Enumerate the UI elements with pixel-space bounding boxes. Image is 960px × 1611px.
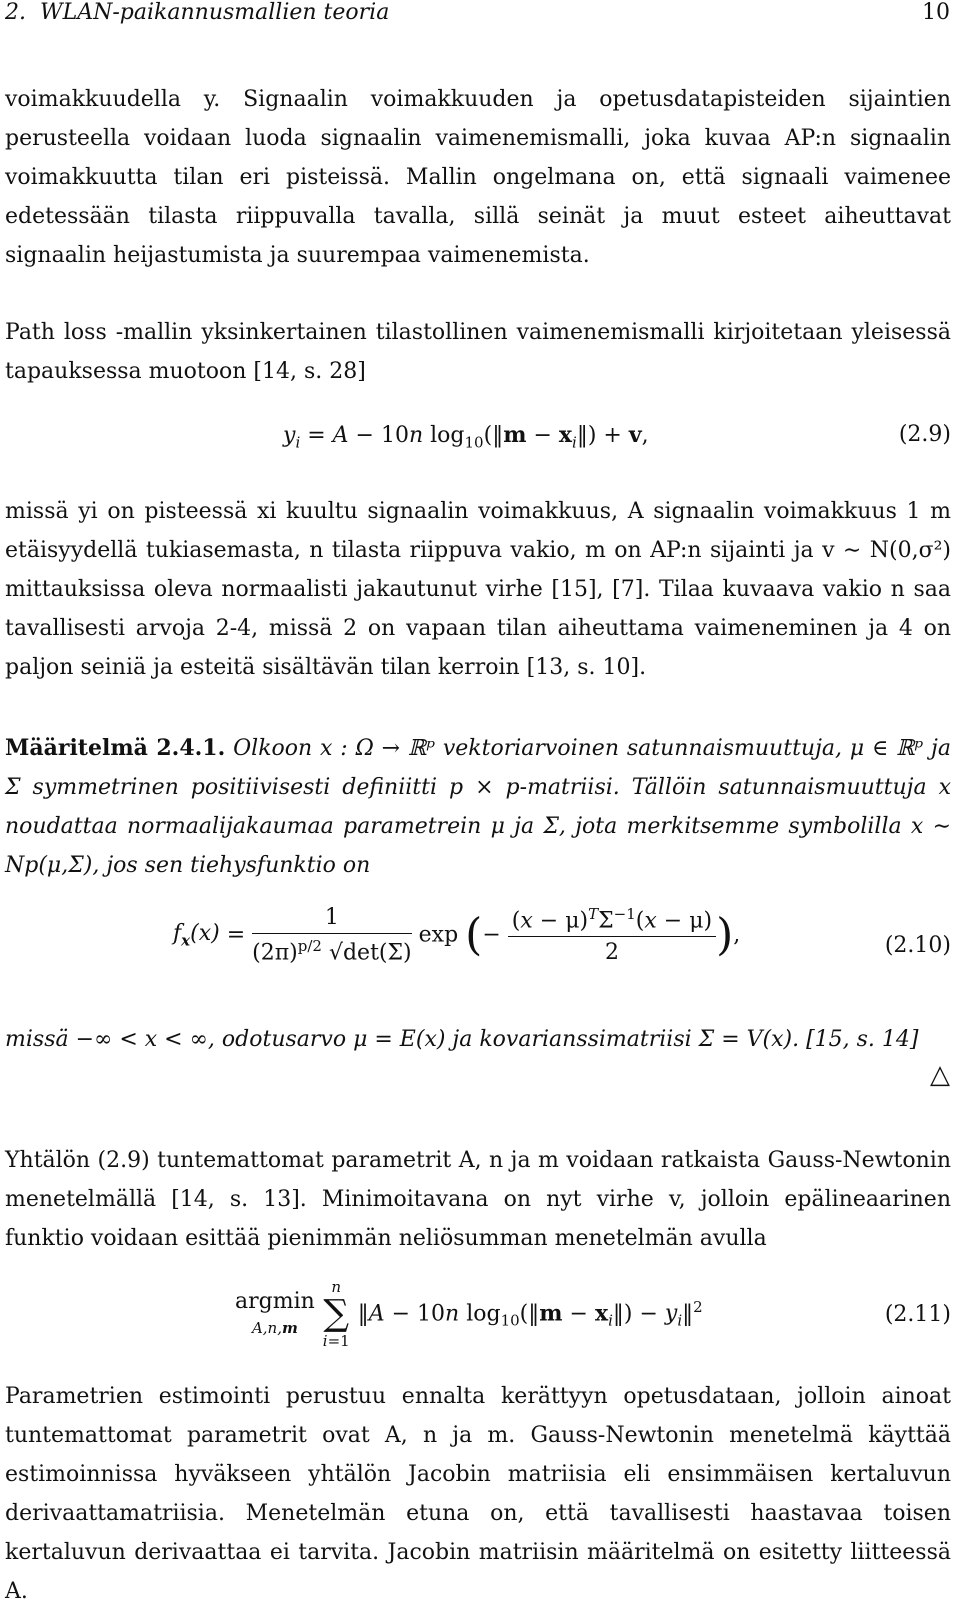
paragraph-4: Yhtälön (2.9) tuntemattomat parametrit A, n ja m voidaan ratkaista Gauss-Newtonin menetelmällä [14, s. 13]. Minimoitavana on nyt virhe v, jolloin epälineaarinen funktio voidaan esittää pienimmän neliösumman menetelmän avulla bbox=[5, 1148, 951, 1251]
definition-block bbox=[5, 729, 951, 885]
page-number: 10 bbox=[922, 0, 950, 25]
equation-number: (2.11) bbox=[884, 1302, 951, 1327]
equation-2-9 bbox=[5, 422, 951, 462]
definition-text: Olkoon x : Ω → ℝᵖ vektoriarvoinen satunnaismuuttuja, μ ∈ ℝᵖ ja Σ symmetrinen positiivisesti definiitti p × p-matriisi. Tällöin satunnaismuuttuja x noudattaa normaalijakaumaa parametrein μ ja Σ, jota merkitsemme symbolilla x ∼ Np(μ,Σ), jos sen tiehysfunktio on bbox=[5, 736, 951, 878]
paragraph-1: voimakkuudella y. Signaalin voimakkuuden ja opetusdatapisteiden sijaintien perusteella voidaan luoda signaalin vaimenemismalli, joka kuvaa AP:n signaalin voimakkuutta tilan eri pisteissä. Mallin ongelmana on, että signaali vaimenee edetessään tilasta riippuvalla tavalla, sillä seinät ja muut esteet aiheuttavat signaalin heijastumista ja suurempaa vaimenemista. bbox=[5, 87, 951, 268]
equation-2-9-body: $y_i = A - 10n$ $\log_{10}(‖m$ − $x_i‖) + v$, bbox=[283, 422, 649, 452]
paragraph-5: Parametrien estimointi perustuu ennalta kerättyyn opetusdataan, jolloin ainoat tuntemattomat parametrit ovat A, n ja m. Gauss-Newtonin menetelmä käyttää estimoinnissa hyväkseen yhtälön Jacobin matriisia eli ensimmäisen kertaluvun derivaattamatriisia. Menetelmän etuna on, että tavallisesti haastavaa toisen kertaluvun derivaattaa ei tarvita. Jacobin matriisin määritelmä on esitetty liitteessä A. bbox=[5, 1384, 951, 1604]
definition-label: Määritelmä 2.4.1. bbox=[5, 735, 226, 761]
paragraph-2: Path loss -mallin yksinkertainen tilastollinen vaimenemismalli kirjoitetaan yleisessä tapauksessa muotoon [14, s. 28] bbox=[5, 320, 951, 384]
definition-continuation: missä −∞ < x < ∞, odotusarvo μ = E(x) ja kovarianssimatriisi Σ = V(x). [15, s. 14] bbox=[5, 1027, 919, 1052]
equation-2-11-body: argmin A,n,m n ∑ i=1 ‖A − 10n $\log_{10}(‖m$ − $x_i‖$) − $y_i‖^2$ bbox=[235, 1278, 703, 1350]
equation-2-11 bbox=[5, 1278, 951, 1358]
equation-number: (2.10) bbox=[884, 933, 951, 958]
equation-2-10-body: $f_x(x)$ = $\frac{1}{(2\pi)^{p/2} √\det(\Sigma)}$ exp (− $\frac{(x - \mu)^T\Sigma^{-1}(x - \mu)}{2}$ ), bbox=[173, 905, 741, 966]
qed-triangle-icon: △ bbox=[930, 1060, 950, 1090]
header-title: 2. WLAN-paikannusmallien teoria bbox=[5, 0, 390, 25]
equation-2-10 bbox=[5, 905, 951, 1005]
running-header bbox=[5, 0, 950, 28]
paragraph-3: missä yi on pisteessä xi kuultu signaalin voimakkuus, A signaalin voimakkuus 1 m etäisyydellä tukiasemasta, n tilasta riippuva vakio, m on AP:n sijainti ja v ∼ N(0,σ²) mittauksissa oleva normaalisti jakautunut virhe [15], [7]. Tilaa kuvaava vakio n saa tavallisesti arvoja 2-4, missä 2 on vapaan tilan aiheuttama vaimeneminen ja 4 on paljon seiniä ja esteitä sisältävän tilan kerroin [13, s. 10]. bbox=[5, 499, 951, 680]
equation-number: (2.9) bbox=[898, 422, 951, 447]
